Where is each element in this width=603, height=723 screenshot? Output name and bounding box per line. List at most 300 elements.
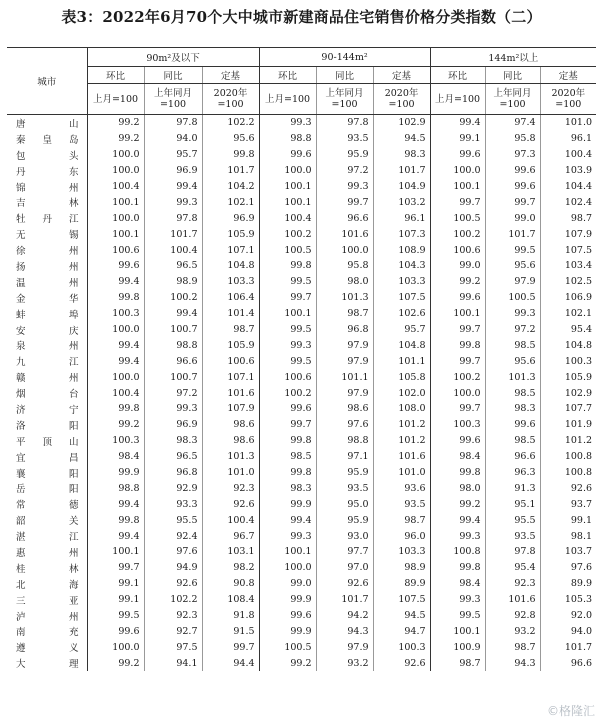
index-value: 100.5 bbox=[485, 290, 540, 306]
index-value: 93.5 bbox=[316, 131, 373, 147]
table-row bbox=[7, 337, 596, 353]
index-value: 104.8 bbox=[202, 258, 259, 274]
index-value: 101.9 bbox=[540, 417, 596, 433]
index-value: 100.7 bbox=[144, 322, 202, 338]
index-value: 99.6 bbox=[87, 624, 144, 640]
index-value: 96.6 bbox=[316, 210, 373, 226]
index-value: 96.9 bbox=[202, 210, 259, 226]
index-value: 97.0 bbox=[316, 560, 373, 576]
table-row bbox=[7, 274, 596, 290]
index-value: 99.7 bbox=[87, 560, 144, 576]
city-name: 常德 bbox=[16, 500, 79, 512]
city-name: 赣州 bbox=[16, 373, 79, 385]
index-value: 100.1 bbox=[259, 194, 316, 210]
index-value: 99.5 bbox=[259, 274, 316, 290]
index-value: 103.3 bbox=[373, 544, 430, 560]
index-value: 100.0 bbox=[87, 147, 144, 163]
index-value: 106.4 bbox=[202, 290, 259, 306]
city-name: 泸州 bbox=[16, 611, 79, 623]
index-value: 97.8 bbox=[316, 115, 373, 131]
index-value: 97.2 bbox=[485, 322, 540, 338]
index-value: 98.5 bbox=[485, 433, 540, 449]
index-value: 103.9 bbox=[540, 163, 596, 179]
index-value: 98.4 bbox=[430, 449, 485, 465]
index-value: 99.7 bbox=[316, 194, 373, 210]
city-name: 安庆 bbox=[16, 325, 79, 337]
index-value: 99.1 bbox=[430, 131, 485, 147]
index-value: 99.7 bbox=[430, 322, 485, 338]
index-value: 103.2 bbox=[373, 194, 430, 210]
city-name: 扬州 bbox=[16, 261, 79, 273]
index-value: 97.9 bbox=[316, 353, 373, 369]
index-value: 103.1 bbox=[202, 544, 259, 560]
index-value: 99.4 bbox=[430, 512, 485, 528]
index-value: 100.8 bbox=[540, 449, 596, 465]
index-value: 96.0 bbox=[373, 528, 430, 544]
city-name: 蚌埠 bbox=[16, 309, 79, 321]
index-value: 92.4 bbox=[144, 528, 202, 544]
index-value: 94.3 bbox=[485, 655, 540, 671]
index-value: 99.5 bbox=[259, 322, 316, 338]
index-value: 94.3 bbox=[316, 624, 373, 640]
index-value: 99.5 bbox=[485, 242, 540, 258]
group-header-medium: 90-144m² bbox=[259, 48, 430, 67]
index-value: 98.8 bbox=[87, 480, 144, 496]
index-value: 104.9 bbox=[373, 179, 430, 195]
index-value: 100.3 bbox=[430, 417, 485, 433]
index-value: 100.2 bbox=[430, 369, 485, 385]
index-value: 102.4 bbox=[540, 194, 596, 210]
index-value: 95.5 bbox=[485, 512, 540, 528]
index-value: 90.8 bbox=[202, 576, 259, 592]
table-row bbox=[7, 179, 596, 195]
index-value: 96.5 bbox=[144, 258, 202, 274]
index-value: 99.4 bbox=[87, 353, 144, 369]
index-value: 92.6 bbox=[202, 496, 259, 512]
index-value: 89.9 bbox=[540, 576, 596, 592]
base-header: 2020年=100 bbox=[202, 84, 259, 115]
table-row bbox=[7, 385, 596, 401]
index-value: 100.1 bbox=[259, 179, 316, 195]
index-value: 99.3 bbox=[259, 115, 316, 131]
city-name: 洛阳 bbox=[16, 420, 79, 432]
city-name: 三亚 bbox=[16, 595, 79, 607]
index-value: 98.0 bbox=[316, 274, 373, 290]
table-row bbox=[7, 512, 596, 528]
index-value: 99.4 bbox=[144, 306, 202, 322]
index-value: 98.3 bbox=[144, 433, 202, 449]
base-header: 上月=100 bbox=[87, 84, 144, 115]
city-name: 桂林 bbox=[16, 563, 79, 575]
index-value: 95.8 bbox=[316, 258, 373, 274]
table-row bbox=[7, 655, 596, 671]
index-value: 99.0 bbox=[430, 258, 485, 274]
index-value: 100.4 bbox=[259, 210, 316, 226]
index-value: 100.7 bbox=[144, 369, 202, 385]
index-value: 107.1 bbox=[202, 369, 259, 385]
table-row bbox=[7, 322, 596, 338]
index-value: 100.5 bbox=[259, 242, 316, 258]
index-value: 95.4 bbox=[485, 560, 540, 576]
index-value: 98.7 bbox=[485, 639, 540, 655]
index-value: 96.1 bbox=[373, 210, 430, 226]
index-value: 94.0 bbox=[144, 131, 202, 147]
index-value: 100.0 bbox=[87, 163, 144, 179]
metric-header: 定基 bbox=[540, 67, 596, 84]
price-index-table bbox=[7, 47, 596, 671]
index-value: 93.7 bbox=[540, 496, 596, 512]
table-row bbox=[7, 544, 596, 560]
index-value: 94.1 bbox=[144, 655, 202, 671]
index-value: 95.5 bbox=[144, 512, 202, 528]
index-value: 99.7 bbox=[430, 353, 485, 369]
table-row bbox=[7, 465, 596, 481]
table-row bbox=[7, 560, 596, 576]
index-value: 96.9 bbox=[144, 417, 202, 433]
city-name: 泉州 bbox=[16, 341, 79, 353]
index-value: 98.7 bbox=[430, 655, 485, 671]
index-value: 95.9 bbox=[316, 465, 373, 481]
table-row bbox=[7, 194, 596, 210]
city-name: 大理 bbox=[16, 659, 79, 671]
index-value: 95.7 bbox=[144, 147, 202, 163]
table-row bbox=[7, 480, 596, 496]
city-name: 唐山 bbox=[16, 118, 79, 130]
index-value: 93.5 bbox=[316, 480, 373, 496]
index-value: 95.8 bbox=[485, 131, 540, 147]
index-value: 101.3 bbox=[316, 290, 373, 306]
table-row bbox=[7, 433, 596, 449]
index-value: 99.2 bbox=[259, 655, 316, 671]
base-header: 上年同月=100 bbox=[144, 84, 202, 115]
table-row bbox=[7, 608, 596, 624]
index-value: 95.6 bbox=[485, 353, 540, 369]
index-value: 97.7 bbox=[316, 544, 373, 560]
base-header: 上年同月=100 bbox=[316, 84, 373, 115]
table-row bbox=[7, 131, 596, 147]
index-value: 99.6 bbox=[259, 147, 316, 163]
index-value: 101.7 bbox=[144, 226, 202, 242]
index-value: 100.1 bbox=[87, 544, 144, 560]
index-value: 99.7 bbox=[485, 194, 540, 210]
index-value: 100.6 bbox=[202, 353, 259, 369]
index-value: 100.1 bbox=[430, 306, 485, 322]
city-name: 秦皇岛 bbox=[16, 134, 79, 146]
metric-header: 同比 bbox=[144, 67, 202, 84]
index-value: 95.6 bbox=[485, 258, 540, 274]
index-value: 101.6 bbox=[485, 592, 540, 608]
base-header: 2020年=100 bbox=[373, 84, 430, 115]
metric-header: 环比 bbox=[259, 67, 316, 84]
index-value: 99.8 bbox=[87, 512, 144, 528]
index-value: 101.7 bbox=[202, 163, 259, 179]
index-value: 92.6 bbox=[373, 655, 430, 671]
city-name: 烟台 bbox=[16, 389, 79, 401]
index-value: 98.5 bbox=[485, 337, 540, 353]
index-value: 98.7 bbox=[202, 322, 259, 338]
group-header-small: 90m²及以下 bbox=[87, 48, 259, 67]
index-value: 94.2 bbox=[316, 608, 373, 624]
index-value: 107.3 bbox=[373, 226, 430, 242]
base-header: 上年同月=100 bbox=[485, 84, 540, 115]
index-value: 97.1 bbox=[316, 449, 373, 465]
index-value: 103.7 bbox=[540, 544, 596, 560]
index-value: 101.0 bbox=[373, 465, 430, 481]
index-value: 99.6 bbox=[430, 147, 485, 163]
index-value: 101.3 bbox=[202, 449, 259, 465]
index-value: 97.9 bbox=[316, 639, 373, 655]
index-value: 99.3 bbox=[259, 528, 316, 544]
metric-header: 环比 bbox=[87, 67, 144, 84]
index-value: 99.3 bbox=[485, 306, 540, 322]
index-value: 99.6 bbox=[430, 290, 485, 306]
index-value: 97.8 bbox=[485, 544, 540, 560]
index-value: 99.2 bbox=[430, 274, 485, 290]
metric-header: 同比 bbox=[485, 67, 540, 84]
index-value: 93.2 bbox=[316, 655, 373, 671]
index-value: 104.2 bbox=[202, 179, 259, 195]
table-row bbox=[7, 369, 596, 385]
index-value: 100.5 bbox=[430, 210, 485, 226]
city-name: 温州 bbox=[16, 277, 79, 289]
city-column-header: 城市 bbox=[7, 48, 87, 115]
index-value: 99.8 bbox=[87, 290, 144, 306]
index-value: 89.9 bbox=[373, 576, 430, 592]
index-value: 97.9 bbox=[316, 385, 373, 401]
index-value: 103.3 bbox=[202, 274, 259, 290]
index-value: 100.6 bbox=[259, 369, 316, 385]
index-value: 100.1 bbox=[430, 624, 485, 640]
index-value: 99.7 bbox=[259, 290, 316, 306]
index-value: 99.4 bbox=[87, 496, 144, 512]
index-value: 98.5 bbox=[259, 449, 316, 465]
index-value: 100.2 bbox=[144, 290, 202, 306]
index-value: 100.0 bbox=[259, 560, 316, 576]
city-name: 襄阳 bbox=[16, 468, 79, 480]
index-value: 99.7 bbox=[259, 417, 316, 433]
index-value: 100.3 bbox=[373, 639, 430, 655]
index-value: 99.3 bbox=[316, 179, 373, 195]
table-row bbox=[7, 258, 596, 274]
index-value: 97.8 bbox=[144, 210, 202, 226]
index-value: 107.1 bbox=[202, 242, 259, 258]
index-value: 99.5 bbox=[430, 608, 485, 624]
index-value: 96.7 bbox=[202, 528, 259, 544]
index-value: 99.6 bbox=[485, 179, 540, 195]
index-value: 100.0 bbox=[87, 369, 144, 385]
table-row bbox=[7, 210, 596, 226]
index-value: 98.9 bbox=[373, 560, 430, 576]
table-row bbox=[7, 353, 596, 369]
index-value: 99.0 bbox=[485, 210, 540, 226]
table-row bbox=[7, 226, 596, 242]
index-value: 92.3 bbox=[202, 480, 259, 496]
table-row bbox=[7, 576, 596, 592]
index-value: 96.5 bbox=[144, 449, 202, 465]
index-value: 107.5 bbox=[373, 592, 430, 608]
index-value: 99.6 bbox=[485, 417, 540, 433]
table-row bbox=[7, 242, 596, 258]
index-value: 94.4 bbox=[202, 655, 259, 671]
city-name: 岳阳 bbox=[16, 484, 79, 496]
index-value: 99.8 bbox=[202, 147, 259, 163]
index-value: 95.1 bbox=[485, 496, 540, 512]
index-value: 101.2 bbox=[373, 417, 430, 433]
index-value: 103.3 bbox=[373, 274, 430, 290]
index-value: 96.1 bbox=[540, 131, 596, 147]
index-value: 96.8 bbox=[144, 465, 202, 481]
index-value: 99.1 bbox=[540, 512, 596, 528]
index-value: 108.9 bbox=[373, 242, 430, 258]
index-value: 92.8 bbox=[485, 608, 540, 624]
index-value: 99.6 bbox=[259, 401, 316, 417]
table-row bbox=[7, 449, 596, 465]
city-name: 包头 bbox=[16, 150, 79, 162]
index-value: 96.8 bbox=[316, 322, 373, 338]
table-title: 表3：2022年6月70个大中城市新建商品住宅销售价格分类指数（二） bbox=[61, 8, 542, 26]
index-value: 99.8 bbox=[430, 337, 485, 353]
index-value: 99.8 bbox=[259, 465, 316, 481]
index-value: 98.7 bbox=[373, 512, 430, 528]
index-value: 99.3 bbox=[430, 528, 485, 544]
index-value: 104.3 bbox=[373, 258, 430, 274]
index-value: 101.0 bbox=[540, 115, 596, 131]
index-value: 100.0 bbox=[87, 639, 144, 655]
city-name: 南充 bbox=[16, 627, 79, 639]
index-value: 104.8 bbox=[373, 337, 430, 353]
index-value: 105.8 bbox=[373, 369, 430, 385]
index-value: 98.8 bbox=[316, 433, 373, 449]
index-value: 97.9 bbox=[316, 337, 373, 353]
index-value: 99.7 bbox=[202, 639, 259, 655]
index-value: 100.1 bbox=[430, 179, 485, 195]
index-value: 99.5 bbox=[87, 608, 144, 624]
index-value: 99.5 bbox=[259, 353, 316, 369]
index-value: 93.0 bbox=[316, 528, 373, 544]
index-value: 107.9 bbox=[202, 401, 259, 417]
index-value: 100.2 bbox=[430, 226, 485, 242]
index-value: 99.6 bbox=[485, 163, 540, 179]
index-value: 97.2 bbox=[316, 163, 373, 179]
index-value: 103.4 bbox=[540, 258, 596, 274]
index-value: 92.6 bbox=[540, 480, 596, 496]
index-value: 100.9 bbox=[430, 639, 485, 655]
index-value: 102.9 bbox=[540, 385, 596, 401]
city-name: 九江 bbox=[16, 357, 79, 369]
index-value: 95.0 bbox=[316, 496, 373, 512]
index-value: 99.1 bbox=[87, 576, 144, 592]
index-value: 96.6 bbox=[540, 655, 596, 671]
index-value: 92.6 bbox=[144, 576, 202, 592]
table-row bbox=[7, 624, 596, 640]
index-value: 99.0 bbox=[259, 576, 316, 592]
index-value: 99.4 bbox=[87, 337, 144, 353]
index-value: 96.6 bbox=[144, 353, 202, 369]
index-value: 97.4 bbox=[485, 115, 540, 131]
index-value: 102.2 bbox=[202, 115, 259, 131]
index-value: 92.6 bbox=[316, 576, 373, 592]
index-value: 102.0 bbox=[373, 385, 430, 401]
table-row bbox=[7, 496, 596, 512]
city-name: 惠州 bbox=[16, 547, 79, 559]
city-name: 湛江 bbox=[16, 532, 79, 544]
index-value: 98.2 bbox=[202, 560, 259, 576]
index-value: 91.8 bbox=[202, 608, 259, 624]
city-name: 吉林 bbox=[16, 198, 79, 210]
index-value: 100.0 bbox=[316, 242, 373, 258]
index-value: 98.6 bbox=[202, 417, 259, 433]
index-value: 99.4 bbox=[430, 115, 485, 131]
index-value: 98.3 bbox=[259, 480, 316, 496]
table-row bbox=[7, 592, 596, 608]
index-value: 100.0 bbox=[259, 163, 316, 179]
city-name: 锦州 bbox=[16, 182, 79, 194]
index-value: 99.9 bbox=[259, 624, 316, 640]
index-value: 100.4 bbox=[144, 242, 202, 258]
city-name: 丹东 bbox=[16, 166, 79, 178]
index-value: 99.8 bbox=[259, 258, 316, 274]
index-value: 104.8 bbox=[540, 337, 596, 353]
table-row bbox=[7, 115, 596, 131]
city-name: 遵义 bbox=[16, 643, 79, 655]
index-value: 98.4 bbox=[430, 576, 485, 592]
index-value: 100.0 bbox=[87, 210, 144, 226]
index-value: 100.6 bbox=[430, 242, 485, 258]
index-value: 98.6 bbox=[202, 433, 259, 449]
index-value: 99.8 bbox=[430, 465, 485, 481]
index-value: 92.7 bbox=[144, 624, 202, 640]
index-value: 94.9 bbox=[144, 560, 202, 576]
index-value: 101.2 bbox=[540, 433, 596, 449]
index-value: 99.2 bbox=[87, 655, 144, 671]
index-value: 105.9 bbox=[202, 226, 259, 242]
index-value: 108.0 bbox=[373, 401, 430, 417]
index-value: 93.5 bbox=[485, 528, 540, 544]
index-value: 99.3 bbox=[144, 401, 202, 417]
index-value: 98.3 bbox=[373, 147, 430, 163]
index-value: 100.1 bbox=[87, 226, 144, 242]
index-value: 99.6 bbox=[259, 608, 316, 624]
index-value: 99.9 bbox=[259, 592, 316, 608]
index-value: 92.9 bbox=[144, 480, 202, 496]
index-value: 100.8 bbox=[430, 544, 485, 560]
index-value: 101.7 bbox=[373, 163, 430, 179]
index-value: 96.3 bbox=[485, 465, 540, 481]
index-value: 102.2 bbox=[144, 592, 202, 608]
table-row bbox=[7, 306, 596, 322]
index-value: 99.8 bbox=[430, 560, 485, 576]
index-value: 92.3 bbox=[144, 608, 202, 624]
index-value: 93.3 bbox=[144, 496, 202, 512]
metric-header: 定基 bbox=[373, 67, 430, 84]
index-value: 92.0 bbox=[540, 608, 596, 624]
index-value: 99.7 bbox=[430, 401, 485, 417]
base-header: 上月=100 bbox=[259, 84, 316, 115]
index-value: 105.3 bbox=[540, 592, 596, 608]
index-value: 99.4 bbox=[87, 274, 144, 290]
index-value: 91.5 bbox=[202, 624, 259, 640]
index-value: 100.0 bbox=[430, 163, 485, 179]
index-value: 99.4 bbox=[259, 512, 316, 528]
index-value: 99.3 bbox=[430, 592, 485, 608]
index-value: 92.3 bbox=[485, 576, 540, 592]
base-header: 2020年=100 bbox=[540, 84, 596, 115]
index-value: 102.9 bbox=[373, 115, 430, 131]
index-value: 98.7 bbox=[316, 306, 373, 322]
index-value: 101.6 bbox=[373, 449, 430, 465]
index-value: 100.2 bbox=[259, 385, 316, 401]
index-value: 101.6 bbox=[202, 385, 259, 401]
